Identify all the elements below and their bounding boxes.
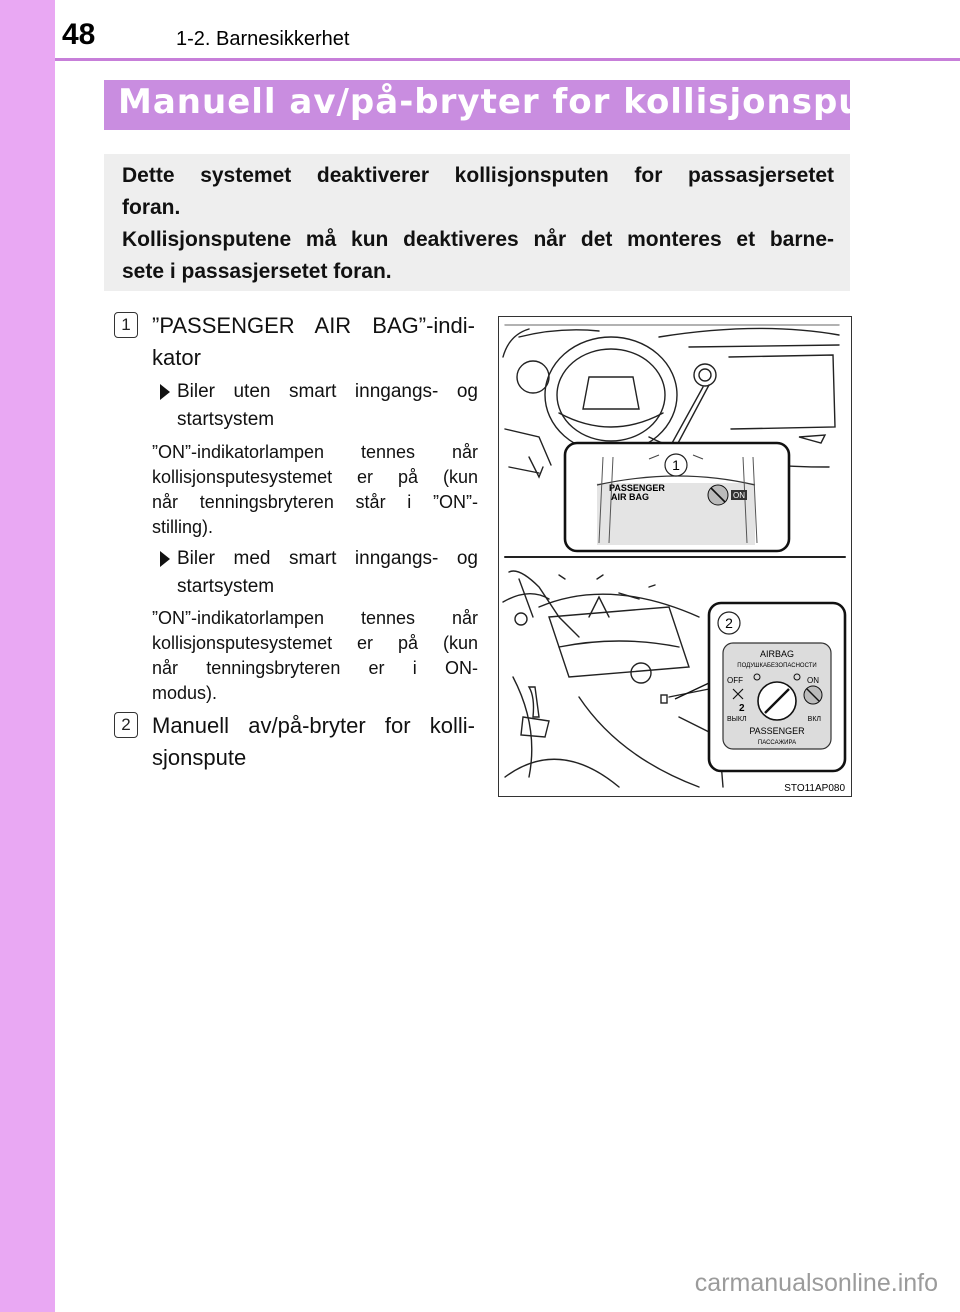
page-number: 48: [62, 18, 96, 51]
bullet-text: Biler uten smart inngangs- og: [177, 381, 478, 402]
switch-label: ПАССАЖИРА: [757, 740, 797, 746]
intro-box: [104, 154, 850, 291]
bullet-item: [160, 378, 478, 434]
watermark: carmanualsonline.info: [694, 1269, 938, 1297]
switch-label: AIRBAG: [759, 649, 795, 659]
paragraph-line: når tenningsbryteren står i ”ON”-: [152, 492, 478, 512]
intro-line: Dette systemet deaktiverer kollisjonsputen for passasjersetet: [122, 164, 834, 187]
intro-line: Kollisjonsputene må kun deaktiveres når det monteres et barne-: [122, 228, 834, 251]
switch-label: PASSENGER: [749, 726, 805, 736]
indicator-label: PASSENGER: [609, 483, 665, 493]
bullet-text: Biler med smart inngangs- og: [177, 548, 478, 569]
paragraph-line: kollisjonsputesystemet er på (kun: [152, 467, 478, 487]
indicator-on-label: ON: [733, 491, 745, 500]
airbag-illustration: [498, 316, 852, 797]
switch-label: ПОДУШКАБЕЗОПАСНОСТИ: [737, 663, 817, 669]
paragraph-line: når tenningsbryteren er i ON-: [152, 658, 478, 678]
section-title-bar: [104, 80, 905, 130]
header-rule: [55, 58, 960, 61]
item-number-badge: 1: [114, 312, 138, 338]
item-title: Manuell av/på-bryter for kolli-: [152, 713, 475, 738]
bullet-text: startsystem: [177, 576, 275, 597]
switch-off-ru-label: ВЫКЛ: [727, 716, 747, 723]
intro-line: sete i passasjersetet foran.: [122, 260, 392, 283]
bullet-arrow-icon: [160, 551, 170, 567]
paragraph-line: ”ON”-indikatorlampen tennes når: [152, 608, 478, 628]
switch-on-label: ON: [807, 676, 819, 685]
section-label: 1-2. Barnesikkerhet: [176, 28, 350, 50]
bullet-text: startsystem: [177, 409, 275, 430]
figure-code: STO11AP080: [784, 783, 845, 794]
bullet-arrow-icon: [160, 384, 170, 400]
chapter-side-tab: [0, 0, 55, 1312]
bullet-item: [160, 545, 478, 601]
indicator-label: AIR BAG: [611, 492, 649, 502]
item-title: ”PASSENGER AIR BAG”-indi-: [152, 313, 475, 338]
section-title: Manuell av/på-bryter for kollisjonspute: [118, 82, 905, 122]
paragraph-line: stilling).: [152, 517, 214, 537]
switch-on-ru-label: ВКЛ: [807, 716, 821, 723]
paragraph-line: kollisjonsputesystemet er på (kun: [152, 633, 478, 653]
switch-off-label: OFF: [727, 676, 743, 685]
item-title: kator: [152, 345, 201, 370]
callout-number-2: 2: [725, 615, 733, 631]
svg-text:2: 2: [739, 703, 745, 714]
callout-number-1: 1: [672, 457, 680, 473]
paragraph-line: ”ON”-indikatorlampen tennes når: [152, 442, 478, 462]
paragraph-line: modus).: [152, 683, 218, 703]
item-number-badge: 2: [114, 712, 138, 738]
item-title: sjonspute: [152, 745, 247, 770]
intro-line: foran.: [122, 196, 181, 219]
dashboard-drawing: [499, 317, 851, 796]
